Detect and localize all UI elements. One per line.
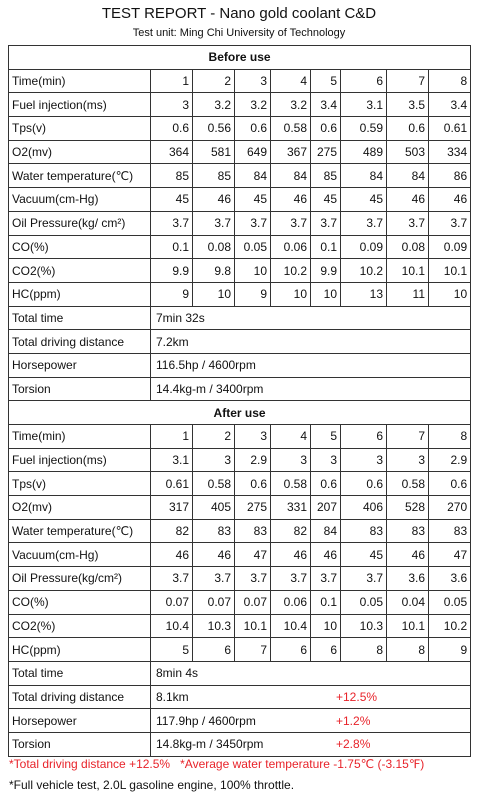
summary-label: Horsepower [9,709,151,733]
row-label: CO2(%) [9,259,151,283]
table-cell: 0.05 [235,235,271,259]
table-row [9,188,471,212]
table-row [9,448,471,472]
table-row [9,496,471,520]
table-cell: 2 [193,425,235,449]
table-cell: 270 [429,496,471,520]
table-cell: 9 [151,282,193,306]
row-label: Oil Pressure(kg/ cm²) [9,211,151,235]
row-label: Tps(v) [9,117,151,141]
table-cell: 46 [387,543,429,567]
table-cell: 86 [429,164,471,188]
table-cell: 9 [235,282,271,306]
table-cell: 0.1 [311,235,341,259]
table-cell: 0.6 [311,117,341,141]
summary-label: Torsion [9,377,151,401]
row-label: Time(min) [9,69,151,93]
table-cell: 3.4 [429,93,471,117]
table-cell: 6 [193,638,235,662]
table-cell: 10 [429,282,471,306]
table-cell: 581 [193,140,235,164]
table-cell: 5 [311,69,341,93]
table-cell: 2.9 [235,448,271,472]
row-label: Water temperature(℃) [9,519,151,543]
table-cell: 3.7 [193,567,235,591]
section-heading-row [9,401,471,425]
table-cell: 45 [235,188,271,212]
table-cell: 85 [193,164,235,188]
table-cell: 3 [193,448,235,472]
table-cell: 46 [271,543,311,567]
footnote-test-conditions: *Full vehicle test, 2.0L gasoline engine, 100% throttle. [9,778,295,792]
summary-row [9,685,471,709]
table-cell: 0.58 [387,472,429,496]
table-cell: 1 [151,69,193,93]
table-cell: 3 [271,448,311,472]
table-cell: 3.6 [387,567,429,591]
table-cell: 0.6 [341,472,387,496]
table-cell: 0.1 [151,235,193,259]
table-cell: 0.09 [429,235,471,259]
table-cell: 3.4 [311,93,341,117]
table-cell: 2 [193,69,235,93]
table-cell: 3.7 [341,211,387,235]
table-cell: 10 [271,282,311,306]
row-label: O2(mv) [9,140,151,164]
table-cell: 3.2 [193,93,235,117]
table-cell: 10.4 [271,614,311,638]
table-cell: 3.5 [387,93,429,117]
summary-label: Total driving distance [9,330,151,354]
table-cell: 10.1 [387,614,429,638]
table-row [9,282,471,306]
summary-value: 117.9hp / 4600rpm [156,713,256,728]
table-cell: 84 [235,164,271,188]
table-cell: 489 [341,140,387,164]
table-cell: 0.6 [387,117,429,141]
table-cell: 3 [235,69,271,93]
section-heading: Before use [9,46,471,70]
table-cell: 10 [193,282,235,306]
table-row [9,590,471,614]
table-row [9,69,471,93]
table-cell: 84 [341,164,387,188]
summary-row [9,306,471,330]
table-row [9,638,471,662]
table-cell: 2.9 [429,448,471,472]
table-cell: 10.2 [429,614,471,638]
table-cell: 82 [151,519,193,543]
table-cell: 83 [193,519,235,543]
summary-value-cell [151,732,471,756]
table-cell: 46 [311,543,341,567]
summary-value-cell [151,685,471,709]
row-label: Tps(v) [9,472,151,496]
table-cell: 3 [341,448,387,472]
table-cell: 85 [151,164,193,188]
table-cell: 9 [429,638,471,662]
table-cell: 0.07 [193,590,235,614]
summary-row [9,377,471,401]
table-cell: 45 [341,543,387,567]
table-cell: 6 [311,638,341,662]
table-row [9,211,471,235]
table-cell: 45 [151,188,193,212]
table-cell: 0.04 [387,590,429,614]
table-row [9,117,471,141]
row-label: CO(%) [9,235,151,259]
summary-value: 8.1km [156,689,189,704]
summary-value-cell [151,353,471,377]
row-label: HC(ppm) [9,282,151,306]
report-title: TEST REPORT - Nano gold coolant C&D [101,5,377,22]
summary-row [9,661,471,685]
table-cell: 3.2 [271,93,311,117]
row-label: Vacuum(cm-Hg) [9,543,151,567]
table-cell: 7 [387,69,429,93]
table-cell: 6 [341,69,387,93]
table-cell: 0.09 [341,235,387,259]
table-cell: 0.6 [311,472,341,496]
table-cell: 0.1 [311,590,341,614]
table-cell: 8 [341,638,387,662]
summary-change: +12.5% [336,689,378,704]
table-cell: 47 [235,543,271,567]
summary-value: 7min 32s [156,310,205,325]
summary-value: 7.2km [156,334,189,349]
row-label: Water temperature(℃) [9,164,151,188]
table-cell: 46 [387,188,429,212]
table-cell: 364 [151,140,193,164]
row-label: CO(%) [9,590,151,614]
section-heading: After use [9,401,471,425]
summary-row [9,732,471,756]
table-cell: 7 [235,638,271,662]
table-cell: 3.7 [271,567,311,591]
footnote-distance: *Total driving distance +12.5% [9,757,171,771]
table-cell: 10.1 [387,259,429,283]
table-cell: 83 [429,519,471,543]
table-cell: 82 [271,519,311,543]
row-label: Oil Pressure(kg/cm²) [9,567,151,591]
table-cell: 367 [271,140,311,164]
table-cell: 84 [271,164,311,188]
table-row [9,259,471,283]
footnote-temperature: *Average water temperature -1.75℃ (-3.15℉) [180,757,425,771]
table-row [9,519,471,543]
summary-change: +1.2% [336,713,371,728]
table-cell: 0.58 [193,472,235,496]
table-cell: 5 [151,638,193,662]
table-cell: 4 [271,69,311,93]
table-cell: 0.58 [271,117,311,141]
table-cell: 3 [387,448,429,472]
table-cell: 8 [429,425,471,449]
summary-value: 8min 4s [156,666,199,681]
summary-value: 14.8kg-m / 3450rpm [156,737,264,752]
report-subtitle: Test unit: Ming Chi University of Technology [132,27,346,39]
table-cell: 84 [387,164,429,188]
table-cell: 83 [341,519,387,543]
table-row [9,567,471,591]
summary-row [9,330,471,354]
table-cell: 10.2 [341,259,387,283]
table-cell: 0.08 [387,235,429,259]
report-table [8,45,471,757]
table-cell: 9.9 [311,259,341,283]
table-cell: 46 [151,543,193,567]
table-cell: 11 [387,282,429,306]
summary-row [9,353,471,377]
table-cell: 8 [429,69,471,93]
table-cell: 45 [311,188,341,212]
table-cell: 0.05 [341,590,387,614]
table-cell: 0.6 [235,472,271,496]
table-cell: 8 [387,638,429,662]
table-cell: 10 [235,259,271,283]
table-cell: 406 [341,496,387,520]
table-cell: 3.1 [341,93,387,117]
row-label: Fuel injection(ms) [9,93,151,117]
table-cell: 3 [311,448,341,472]
table-cell: 5 [311,425,341,449]
row-label: Fuel injection(ms) [9,448,151,472]
table-cell: 3.7 [311,567,341,591]
summary-value: 116.5hp / 4600rpm [156,358,256,373]
table-cell: 0.56 [193,117,235,141]
table-row [9,235,471,259]
summary-label: Total time [9,661,151,685]
row-label: Vacuum(cm-Hg) [9,188,151,212]
table-cell: 3.2 [235,93,271,117]
table-cell: 4 [271,425,311,449]
table-cell: 83 [235,519,271,543]
table-cell: 649 [235,140,271,164]
table-cell: 46 [271,188,311,212]
table-row [9,93,471,117]
table-row [9,614,471,638]
table-cell: 10.1 [235,614,271,638]
table-cell: 10 [311,282,341,306]
summary-value-cell [151,661,471,685]
footnote-highlights [9,757,424,772]
table-cell: 3.7 [151,211,193,235]
table-cell: 3.7 [341,567,387,591]
table-cell: 0.06 [271,590,311,614]
table-cell: 3.7 [151,567,193,591]
table-cell: 6 [341,425,387,449]
row-label: Time(min) [9,425,151,449]
table-cell: 0.08 [193,235,235,259]
table-cell: 3.7 [311,211,341,235]
table-cell: 47 [429,543,471,567]
table-cell: 3.1 [151,448,193,472]
table-cell: 503 [387,140,429,164]
table-cell: 7 [387,425,429,449]
table-cell: 0.59 [341,117,387,141]
summary-label: Horsepower [9,353,151,377]
table-cell: 0.61 [429,117,471,141]
summary-row [9,709,471,733]
table-cell: 3.7 [193,211,235,235]
table-cell: 0.6 [235,117,271,141]
summary-value: 14.4kg-m / 3400rpm [156,381,264,396]
table-row [9,164,471,188]
summary-value-cell [151,306,471,330]
table-cell: 10.1 [429,259,471,283]
table-cell: 10.3 [341,614,387,638]
row-label: CO2(%) [9,614,151,638]
table-cell: 0.61 [151,472,193,496]
table-cell: 207 [311,496,341,520]
table-cell: 275 [235,496,271,520]
table-cell: 317 [151,496,193,520]
table-cell: 3.6 [429,567,471,591]
summary-value-cell [151,377,471,401]
table-cell: 45 [341,188,387,212]
table-cell: 0.07 [151,590,193,614]
table-cell: 3.7 [429,211,471,235]
table-cell: 528 [387,496,429,520]
table-cell: 3 [151,93,193,117]
table-cell: 10.3 [193,614,235,638]
summary-change: +2.8% [336,737,371,752]
summary-label: Total driving distance [9,685,151,709]
table-cell: 3.7 [271,211,311,235]
table-cell: 10.4 [151,614,193,638]
table-cell: 85 [311,164,341,188]
table-cell: 3 [235,425,271,449]
row-label: HC(ppm) [9,638,151,662]
table-cell: 3.7 [235,211,271,235]
table-cell: 13 [341,282,387,306]
table-row [9,140,471,164]
table-row [9,543,471,567]
table-row [9,425,471,449]
table-cell: 46 [193,188,235,212]
summary-value-cell [151,330,471,354]
section-heading-row [9,46,471,70]
table-cell: 83 [387,519,429,543]
table-cell: 334 [429,140,471,164]
table-cell: 0.06 [271,235,311,259]
row-label: O2(mv) [9,496,151,520]
table-cell: 9.8 [193,259,235,283]
table-cell: 0.58 [271,472,311,496]
table-cell: 405 [193,496,235,520]
table-cell: 84 [311,519,341,543]
table-cell: 0.05 [429,590,471,614]
table-row [9,472,471,496]
table-cell: 46 [429,188,471,212]
table-cell: 46 [193,543,235,567]
table-cell: 9.9 [151,259,193,283]
table-cell: 10.2 [271,259,311,283]
table-cell: 275 [311,140,341,164]
table-cell: 6 [271,638,311,662]
table-cell: 3.7 [387,211,429,235]
table-cell: 0.6 [151,117,193,141]
table-cell: 0.07 [235,590,271,614]
table-cell: 1 [151,425,193,449]
summary-value-cell [151,709,471,733]
table-cell: 331 [271,496,311,520]
table-cell: 10 [311,614,341,638]
summary-label: Torsion [9,732,151,756]
table-cell: 0.6 [429,472,471,496]
summary-label: Total time [9,306,151,330]
table-cell: 3.7 [235,567,271,591]
